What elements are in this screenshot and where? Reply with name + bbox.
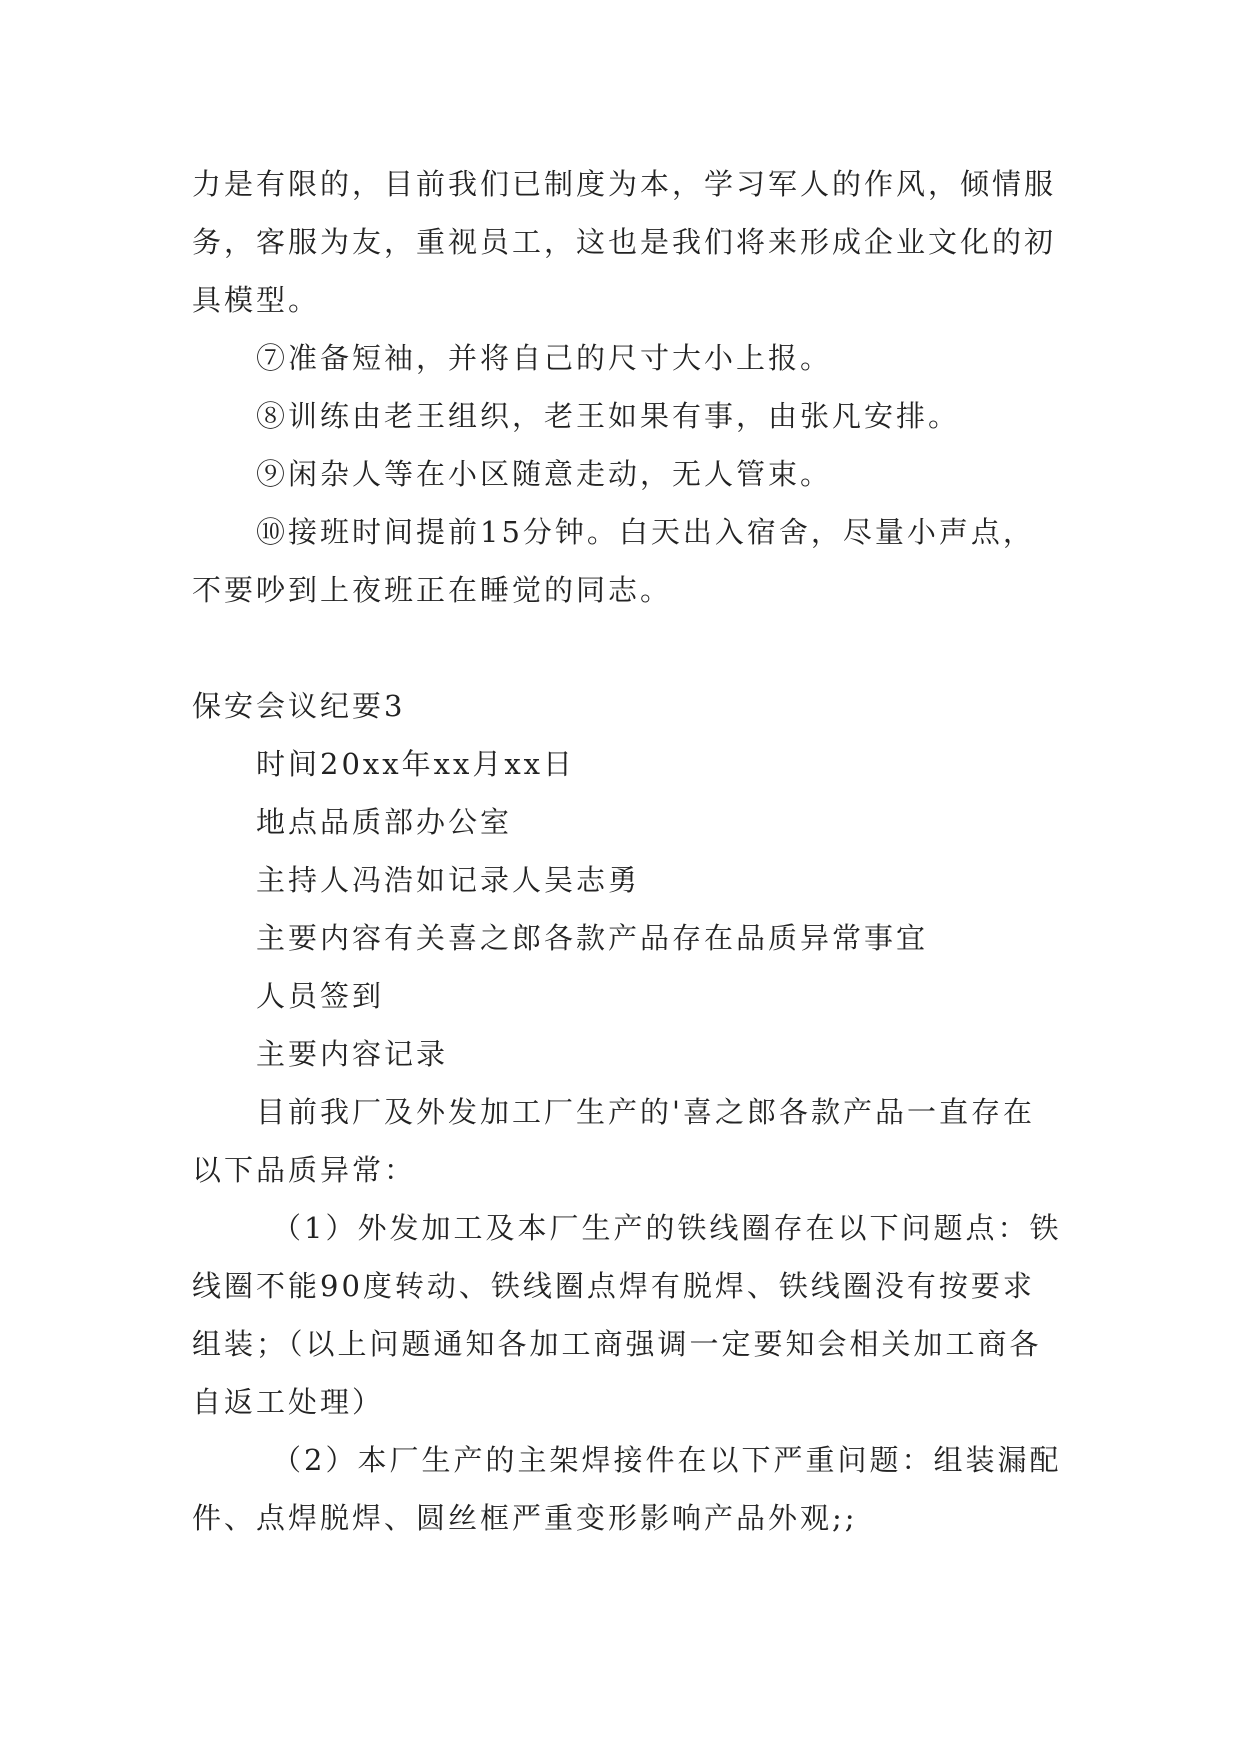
body-intro: 目前我厂及外发加工厂生产的'喜之郎各款产品一直存在以下品质异常： [192, 1095, 1035, 1187]
document-page [192, 155, 1062, 1547]
paragraph-continuation: 力是有限的，目前我们已制度为本，学习军人的作风，倾情服务，客服为友，重视员工，这也是我们将来形成企业文化的初具模型。 [192, 167, 1057, 317]
body-item-1: （1）外发加工及本厂生产的铁线圈存在以下问题点：铁线圈不能90度转动、铁线圈点焊有脱焊、铁线圈没有按要求组装；（以上问题通知各加工商强调一定要知会相关加工商各自返工处理） [192, 1211, 1062, 1419]
meeting-content: 主要内容有关喜之郎各款产品存在品质异常事宜 [256, 921, 929, 955]
body-item-2: （2）本厂生产的主架焊接件在以下严重问题：组装漏配件、点焊脱焊、圆丝框严重变形影响产品外观;; [192, 1443, 1062, 1535]
list-item-7: ⑦准备短袖，并将自己的尺寸大小上报。 [256, 341, 833, 375]
meeting-time: 时间20xx年xx月xx日 [256, 747, 576, 781]
list-item-9: ⑨闲杂人等在小区随意走动，无人管束。 [256, 457, 833, 491]
meeting-place: 地点品质部办公室 [256, 805, 513, 839]
meeting-record: 主要内容记录 [256, 1037, 449, 1071]
meeting-host: 主持人冯浩如记录人吴志勇 [256, 863, 641, 897]
meeting-signin: 人员签到 [256, 979, 385, 1013]
list-item-8: ⑧训练由老王组织，老王如果有事，由张凡安排。 [256, 399, 961, 433]
section-spacer [192, 619, 1062, 677]
section-title: 保安会议纪要3 [192, 689, 406, 723]
list-item-10: ⑩接班时间提前15分钟。白天出入宿舍，尽量小声点，不要吵到上夜班正在睡觉的同志。 [192, 515, 1035, 607]
